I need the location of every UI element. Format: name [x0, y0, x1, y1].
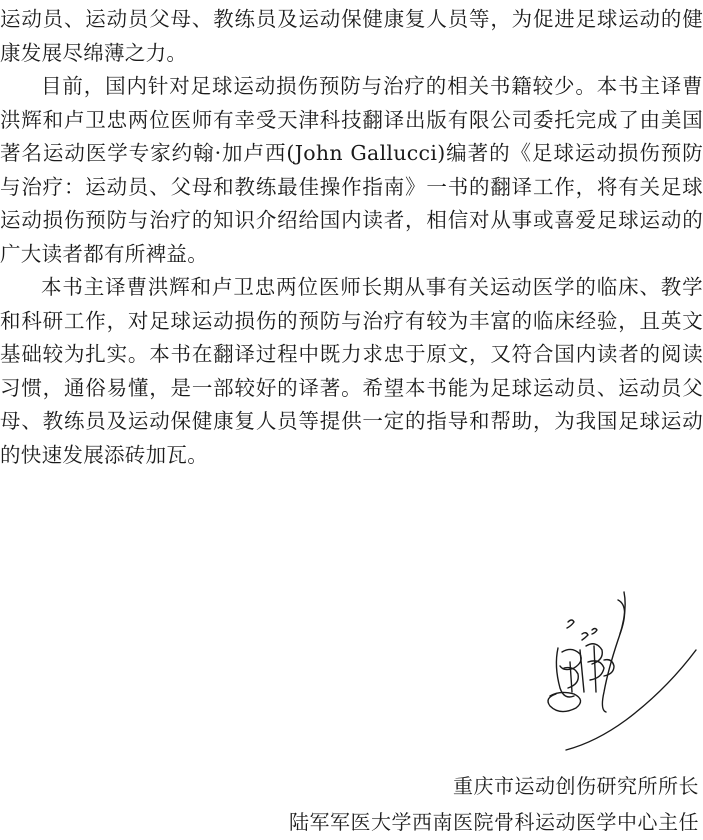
paragraph-3: 本书主译曹洪辉和卢卫忠两位医师长期从事有关运动医学的临床、教学和科研工作，对足球运动损伤的预防与治疗有较为丰富的临床经验，且英文基础较为扎实。本书在翻译过程中既力求忠于原文，又符合国内读者的阅读习惯，通俗易懂，是一部较好的译著。希望本书能为足球运动员、运动员父母、教练员及运动保健康复人员等提供一定的指导和帮助，为我国足球运动的快速发展添砖加瓦。	[0, 275, 703, 467]
affiliation-line-1: 重庆市运动创伤研究所所长	[453, 774, 699, 798]
affiliation-line-2: 陆军军医大学西南医院骨科运动医学中心主任	[289, 810, 699, 834]
paragraph-continued: 运动员、运动员父母、教练员及运动保健康复人员等，为促进足球运动的健康发展尽绵薄之力。	[0, 7, 703, 65]
author-affiliation	[289, 768, 699, 840]
handwritten-signature-icon	[520, 590, 700, 760]
paragraph-2: 目前，国内针对足球运动损伤预防与治疗的相关书籍较少。本书主译曹洪辉和卢卫忠两位医师有幸受天津科技翻译出版有限公司委托完成了由美国著名运动医学专家约翰·加卢西(John Gallucci)编著的《足球运动损伤预防与治疗：运动员、父母和教练最佳操作指南》一书的翻译工作，将有关足球运动损伤预防与治疗的知识介绍给国内读者，相信对从事或喜爱足球运动的广大读者都有所裨益。	[0, 74, 703, 266]
